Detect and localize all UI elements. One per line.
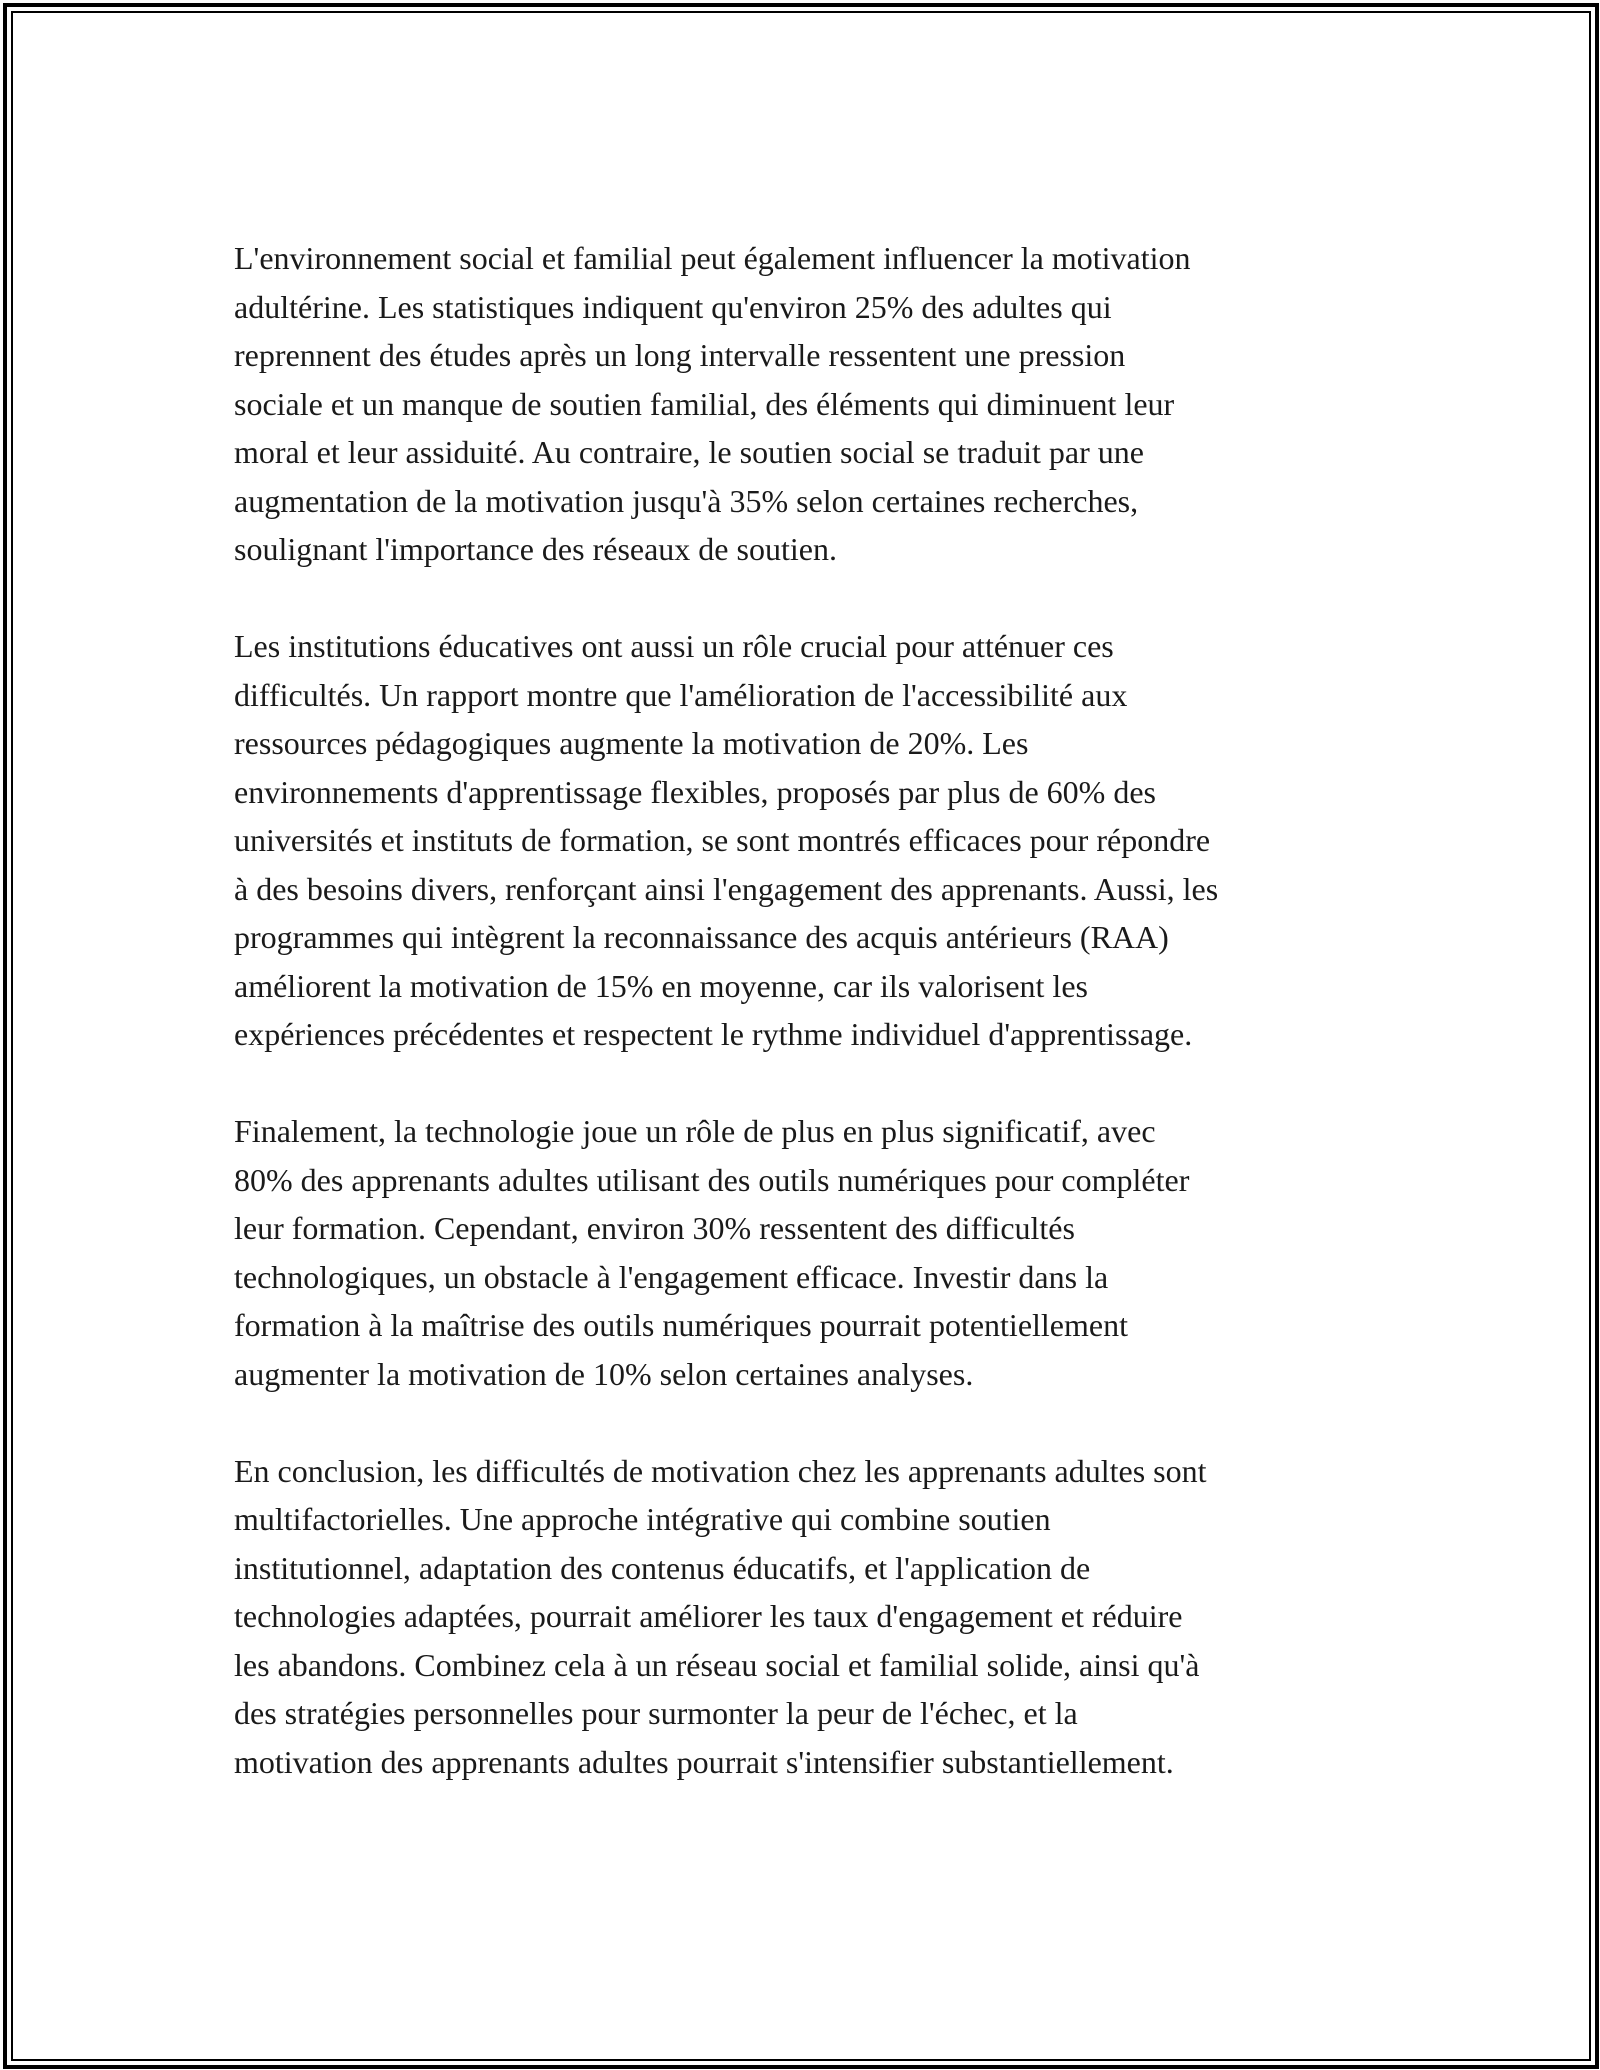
paragraph-gap bbox=[234, 574, 1374, 623]
text-line: des stratégies personnelles pour surmonter la peur de l'échec, et la bbox=[234, 1695, 1078, 1731]
text-line: leur formation. Cependant, environ 30% ressentent des difficultés bbox=[234, 1210, 1075, 1246]
paragraph-gap bbox=[234, 1398, 1374, 1447]
text-line: soulignant l'importance des réseaux de soutien. bbox=[234, 531, 837, 567]
text-line: moral et leur assiduité. Au contraire, le soutien social se traduit par une bbox=[234, 434, 1144, 470]
text-line: universités et instituts de formation, se sont montrés efficaces pour répondre bbox=[234, 822, 1211, 858]
paragraph-gap bbox=[234, 1059, 1374, 1108]
text-line: difficultés. Un rapport montre que l'amélioration de l'accessibilité aux bbox=[234, 676, 1128, 713]
text-line: augmenter la motivation de 10% selon certaines analyses. bbox=[234, 1355, 974, 1392]
text-line: programmes qui intègrent la reconnaissance des acquis antérieurs (RAA) bbox=[234, 919, 1169, 955]
text-line: motivation des apprenants adultes pourrait s'intensifier substantiellement. bbox=[234, 1743, 1174, 1780]
document-body bbox=[234, 234, 1374, 1786]
text-line: augmentation de la motivation jusqu'à 35% selon certaines recherches, bbox=[234, 482, 1139, 519]
text-line: institutionnel, adaptation des contenus éducatifs, et l'application de bbox=[234, 1549, 1091, 1586]
text-line: environnements d'apprentissage flexibles, proposés par plus de 60% des bbox=[234, 773, 1156, 810]
text-line: technologiques, un obstacle à l'engagement efficace. Investir dans la bbox=[234, 1258, 1109, 1295]
paragraph-2 bbox=[234, 622, 1374, 1059]
text-line: reprennent des études après un long intervalle ressentent une pression bbox=[234, 337, 1126, 373]
text-line: Les institutions éducatives ont aussi un rôle crucial pour atténuer ces bbox=[234, 628, 1114, 664]
paragraph-3 bbox=[234, 1107, 1374, 1398]
text-line: L'environnement social et familial peut également influencer la motivation bbox=[234, 240, 1191, 276]
text-line: expériences précédentes et respectent le rythme individuel d'apprentissage. bbox=[234, 1016, 1193, 1052]
text-line: à des besoins divers, renforçant ainsi l'engagement des apprenants. Aussi, les bbox=[234, 870, 1219, 907]
text-line: sociale et un manque de soutien familial, des éléments qui diminuent leur bbox=[234, 385, 1175, 422]
text-line: 80% des apprenants adultes utilisant des outils numériques pour compléter bbox=[234, 1161, 1190, 1198]
text-line: adultérine. Les statistiques indiquent qu'environ 25% des adultes qui bbox=[234, 288, 1112, 325]
text-line: améliorent la motivation de 15% en moyenne, car ils valorisent les bbox=[234, 967, 1088, 1004]
text-line: ressources pédagogiques augmente la motivation de 20%. Les bbox=[234, 725, 1029, 761]
text-line: multifactorielles. Une approche intégrative qui combine soutien bbox=[234, 1501, 1051, 1537]
paragraph-4 bbox=[234, 1447, 1374, 1787]
text-line: technologies adaptées, pourrait améliorer les taux d'engagement et réduire bbox=[234, 1598, 1183, 1634]
text-line: formation à la maîtrise des outils numériques pourrait potentiellement bbox=[234, 1307, 1128, 1343]
paragraph-1 bbox=[234, 234, 1374, 574]
text-line: Finalement, la technologie joue un rôle de plus en plus significatif, avec bbox=[234, 1113, 1156, 1149]
text-line: En conclusion, les difficultés de motivation chez les apprenants adultes sont bbox=[234, 1452, 1207, 1489]
text-line: les abandons. Combinez cela à un réseau social et familial solide, ainsi qu'à bbox=[234, 1646, 1200, 1683]
